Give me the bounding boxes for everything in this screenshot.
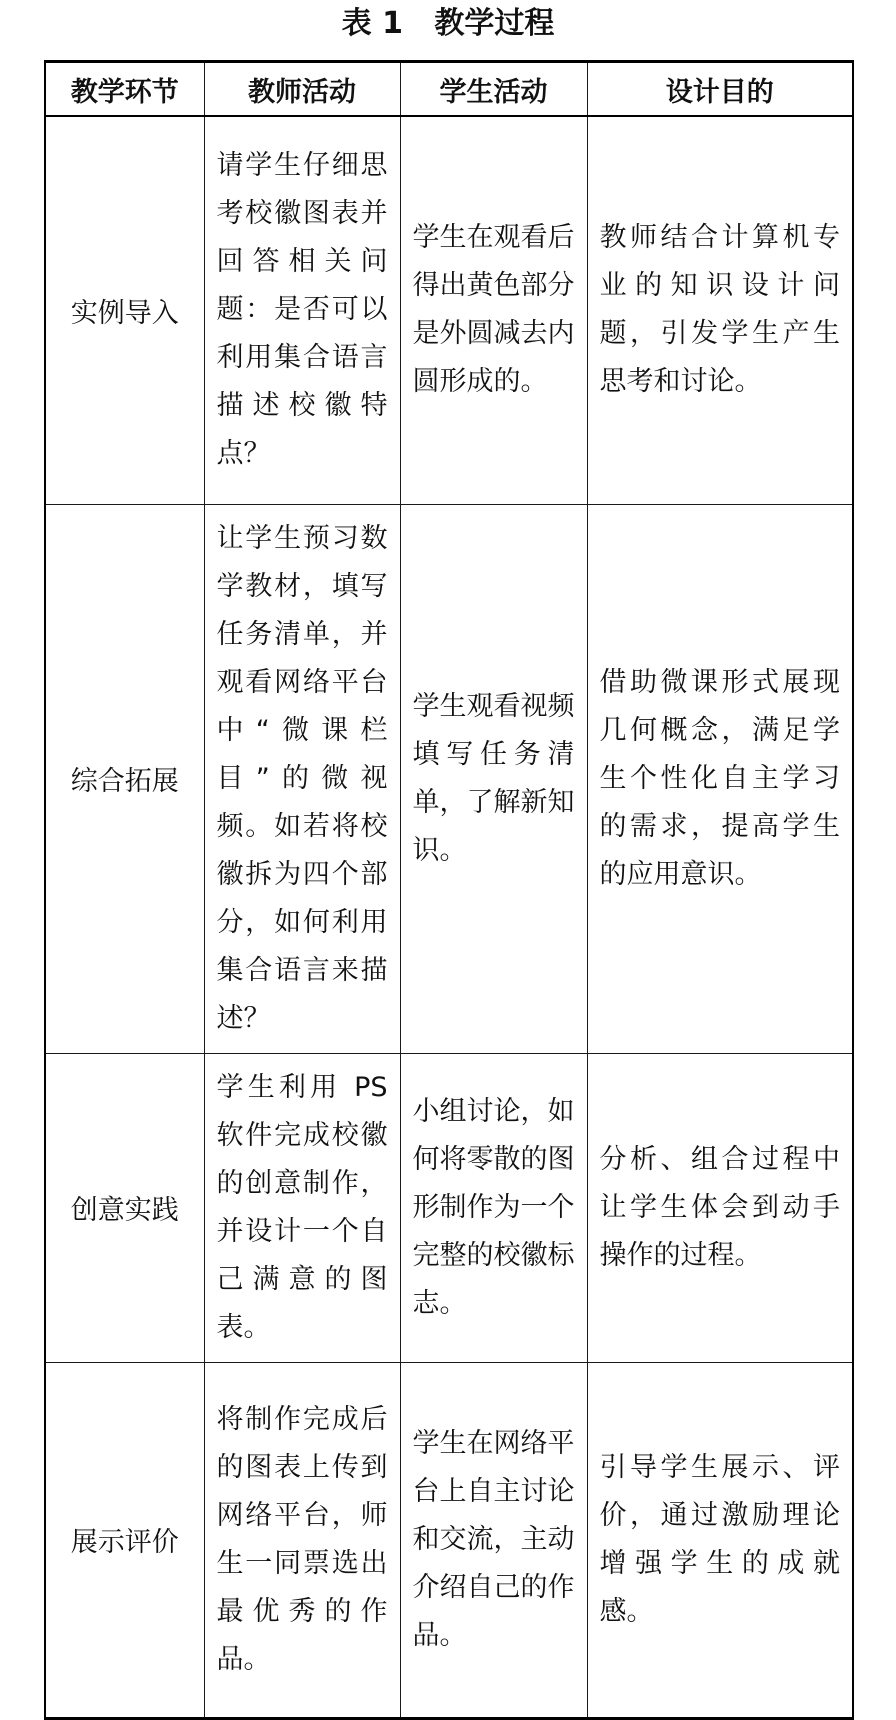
teacher-activity-cell: 请学生仔细思考校徽图表并回答相关问题：是否可以利用集合语言描述校徽特点？ bbox=[204, 116, 400, 504]
header-stage: 教学环节 bbox=[45, 62, 204, 117]
teaching-process-table bbox=[44, 60, 854, 1720]
teacher-activity-cell: 学生利用 PS 软件完成校徽的创意制作，并设计一个自己满意的图表。 bbox=[204, 1053, 400, 1362]
table-row bbox=[45, 1053, 853, 1362]
header-teacher-activity: 教师活动 bbox=[204, 62, 400, 117]
header-design-purpose: 设计目的 bbox=[587, 62, 853, 117]
stage-cell: 实例导入 bbox=[45, 116, 204, 504]
student-activity-cell: 学生在观看后得出黄色部分是外圆减去内圆形成的。 bbox=[400, 116, 587, 504]
table-row bbox=[45, 504, 853, 1053]
stage-cell: 展示评价 bbox=[45, 1362, 204, 1718]
header-row bbox=[45, 62, 853, 117]
teacher-activity-cell: 将制作完成后的图表上传到网络平台，师生一同票选出最优秀的作品。 bbox=[204, 1362, 400, 1718]
table-title: 表 1 教学过程 bbox=[341, 6, 555, 41]
teacher-activity-cell: 让学生预习数学教材，填写任务清单，并观看网络平台中“微课栏目”的微视频。如若将校徽拆为四个部分，如何利用集合语言来描述？ bbox=[204, 504, 400, 1053]
design-purpose-cell: 教师结合计算机专业的知识设计问题，引发学生产生思考和讨论。 bbox=[587, 116, 853, 504]
design-purpose-cell: 分析、组合过程中让学生体会到动手操作的过程。 bbox=[587, 1053, 853, 1362]
stage-cell: 创意实践 bbox=[45, 1053, 204, 1362]
student-activity-cell: 学生观看视频填写任务清单，了解新知识。 bbox=[400, 504, 587, 1053]
table-row bbox=[45, 116, 853, 504]
stage-cell: 综合拓展 bbox=[45, 504, 204, 1053]
student-activity-cell: 学生在网络平台上自主讨论和交流，主动介绍自己的作品。 bbox=[400, 1362, 587, 1718]
table-row bbox=[45, 1362, 853, 1718]
design-purpose-cell: 引导学生展示、评价，通过激励理论增强学生的成就感。 bbox=[587, 1362, 853, 1718]
header-student-activity: 学生活动 bbox=[400, 62, 587, 117]
design-purpose-cell: 借助微课形式展现几何概念，满足学生个性化自主学习的需求，提高学生的应用意识。 bbox=[587, 504, 853, 1053]
student-activity-cell: 小组讨论，如何将零散的图形制作为一个完整的校徽标志。 bbox=[400, 1053, 587, 1362]
